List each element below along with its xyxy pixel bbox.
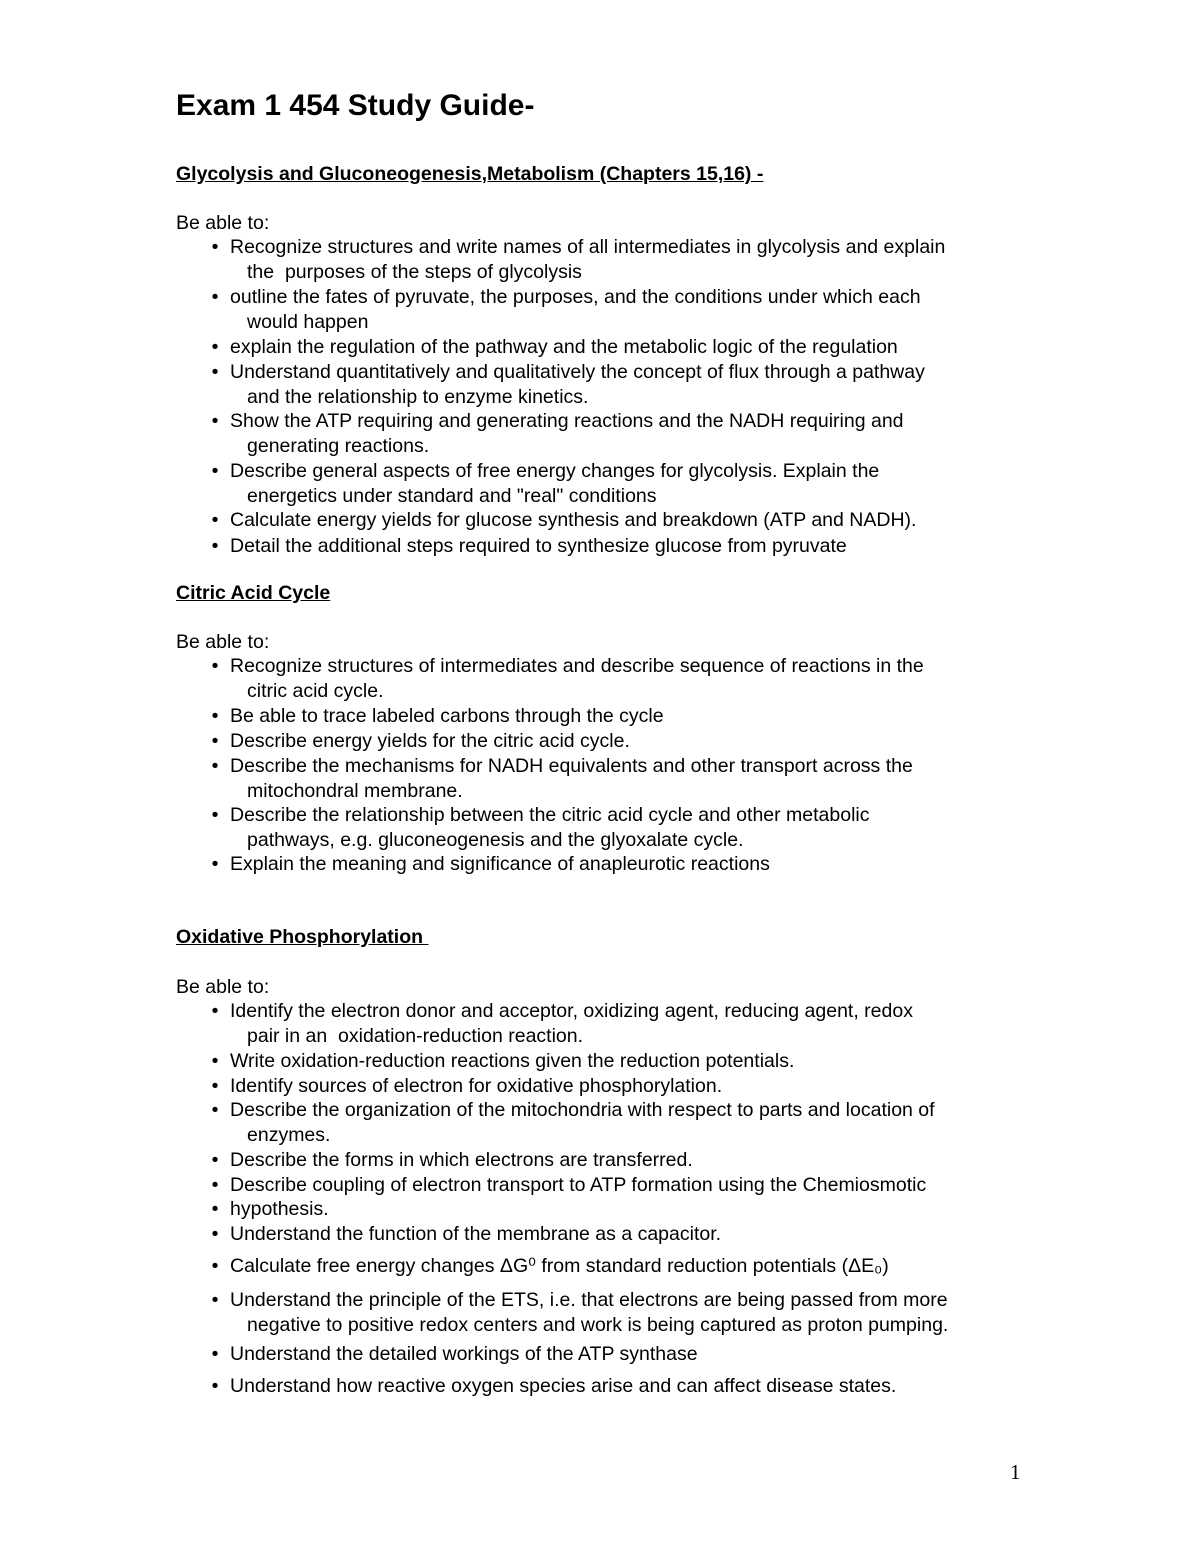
list-item-text: Write oxidation-reduction reactions given the reduction potentials. — [230, 1050, 795, 1072]
section-heading: Oxidative Phosphorylation — [176, 926, 429, 948]
bullet-icon: • — [211, 236, 219, 258]
bullet-icon: • — [211, 1174, 219, 1196]
bullet-icon: • — [211, 755, 219, 777]
list-item-text: Describe the mechanisms for NADH equivalents and other transport across the — [230, 755, 913, 777]
list-item-text: Identify the electron donor and acceptor, oxidizing agent, reducing agent, redox — [230, 1000, 913, 1022]
list-item-text: Understand the detailed workings of the ATP synthase — [230, 1343, 698, 1365]
section-intro: Be able to: — [176, 631, 270, 653]
bullet-icon: • — [211, 1375, 219, 1397]
bullet-icon: • — [211, 1198, 219, 1220]
bullet-icon: • — [211, 361, 219, 383]
list-item-text: explain the regulation of the pathway and the metabolic logic of the regulation — [230, 336, 898, 358]
bullet-icon: • — [211, 730, 219, 752]
bullet-icon: • — [211, 1255, 219, 1277]
list-item-text: Describe general aspects of free energy changes for glycolysis. Explain the — [230, 460, 880, 482]
section-intro: Be able to: — [176, 976, 270, 998]
bullet-icon: • — [211, 1075, 219, 1097]
list-item-text: would happen — [247, 310, 369, 333]
bullet-icon: • — [211, 535, 219, 557]
list-item-text: Describe the organization of the mitochondria with respect to parts and location of — [230, 1099, 935, 1121]
bullet-icon: • — [211, 1343, 219, 1365]
list-item-text: Show the ATP requiring and generating reactions and the NADH requiring and — [230, 410, 904, 432]
list-item-text: Detail the additional steps required to synthesize glucose from pyruvate — [230, 535, 847, 557]
list-item-text: the purposes of the steps of glycolysis — [247, 260, 582, 283]
bullet-icon: • — [211, 804, 219, 826]
list-item-text: Recognize structures of intermediates and describe sequence of reactions in the — [230, 655, 924, 677]
bullet-icon: • — [211, 410, 219, 432]
bullet-icon: • — [211, 1050, 219, 1072]
list-item-text: Understand the function of the membrane as a capacitor. — [230, 1223, 722, 1245]
list-item-text: citric acid cycle. — [247, 679, 384, 702]
bullet-icon: • — [211, 1289, 219, 1311]
bullet-icon: • — [211, 336, 219, 358]
list-item-text: energetics under standard and "real" conditions — [247, 484, 657, 507]
list-item-text: Understand how reactive oxygen species arise and can affect disease states. — [230, 1375, 897, 1397]
bullet-icon: • — [211, 460, 219, 482]
list-item-text: hypothesis. — [230, 1198, 329, 1220]
list-item-text: Explain the meaning and significance of anapleurotic reactions — [230, 853, 770, 875]
bullet-icon: • — [211, 655, 219, 677]
list-item-text: Calculate free energy changes ΔG⁰ from standard reduction potentials (ΔE₀) — [230, 1255, 889, 1277]
bullet-icon: • — [211, 853, 219, 875]
list-item-text: pair in an oxidation-reduction reaction. — [247, 1024, 584, 1047]
list-item-text: Identify sources of electron for oxidative phosphorylation. — [230, 1075, 723, 1097]
list-item-text: Be able to trace labeled carbons through the cycle — [230, 705, 664, 727]
list-item-text: Describe the relationship between the citric acid cycle and other metabolic — [230, 804, 870, 826]
section-heading: Glycolysis and Gluconeogenesis,Metabolism (Chapters 15,16) - — [176, 163, 764, 185]
list-item-text: Calculate energy yields for glucose synthesis and breakdown (ATP and NADH). — [230, 509, 917, 531]
page-number: 1 — [1010, 1460, 1021, 1484]
list-item-text: generating reactions. — [247, 434, 430, 457]
section-intro: Be able to: — [176, 212, 270, 234]
list-item-text: Recognize structures and write names of all intermediates in glycolysis and explain — [230, 236, 946, 258]
list-item-text: Describe coupling of electron transport to ATP formation using the Chemiosmotic — [230, 1174, 927, 1196]
bullet-icon: • — [211, 1099, 219, 1121]
list-item-text: Understand quantitatively and qualitatively the concept of flux through a pathway — [230, 361, 925, 383]
bullet-icon: • — [211, 1223, 219, 1245]
list-item-text: Describe the forms in which electrons are transferred. — [230, 1149, 693, 1171]
bullet-icon: • — [211, 1000, 219, 1022]
bullet-icon: • — [211, 286, 219, 308]
list-item-text: negative to positive redox centers and work is being captured as proton pumping. — [247, 1313, 949, 1336]
section-heading: Citric Acid Cycle — [176, 582, 331, 604]
list-item-text: Understand the principle of the ETS, i.e. that electrons are being passed from more — [230, 1289, 948, 1311]
bullet-icon: • — [211, 705, 219, 727]
list-item-text: enzymes. — [247, 1123, 331, 1146]
bullet-icon: • — [211, 1149, 219, 1171]
list-item-text: outline the fates of pyruvate, the purposes, and the conditions under which each — [230, 286, 921, 308]
list-item-text: Describe energy yields for the citric acid cycle. — [230, 730, 630, 752]
bullet-icon: • — [211, 509, 219, 531]
list-item-text: mitochondral membrane. — [247, 779, 463, 802]
list-item-text: and the relationship to enzyme kinetics. — [247, 385, 589, 408]
document-title: Exam 1 454 Study Guide- — [176, 89, 535, 122]
list-item-text: pathways, e.g. gluconeogenesis and the glyoxalate cycle. — [247, 828, 744, 851]
